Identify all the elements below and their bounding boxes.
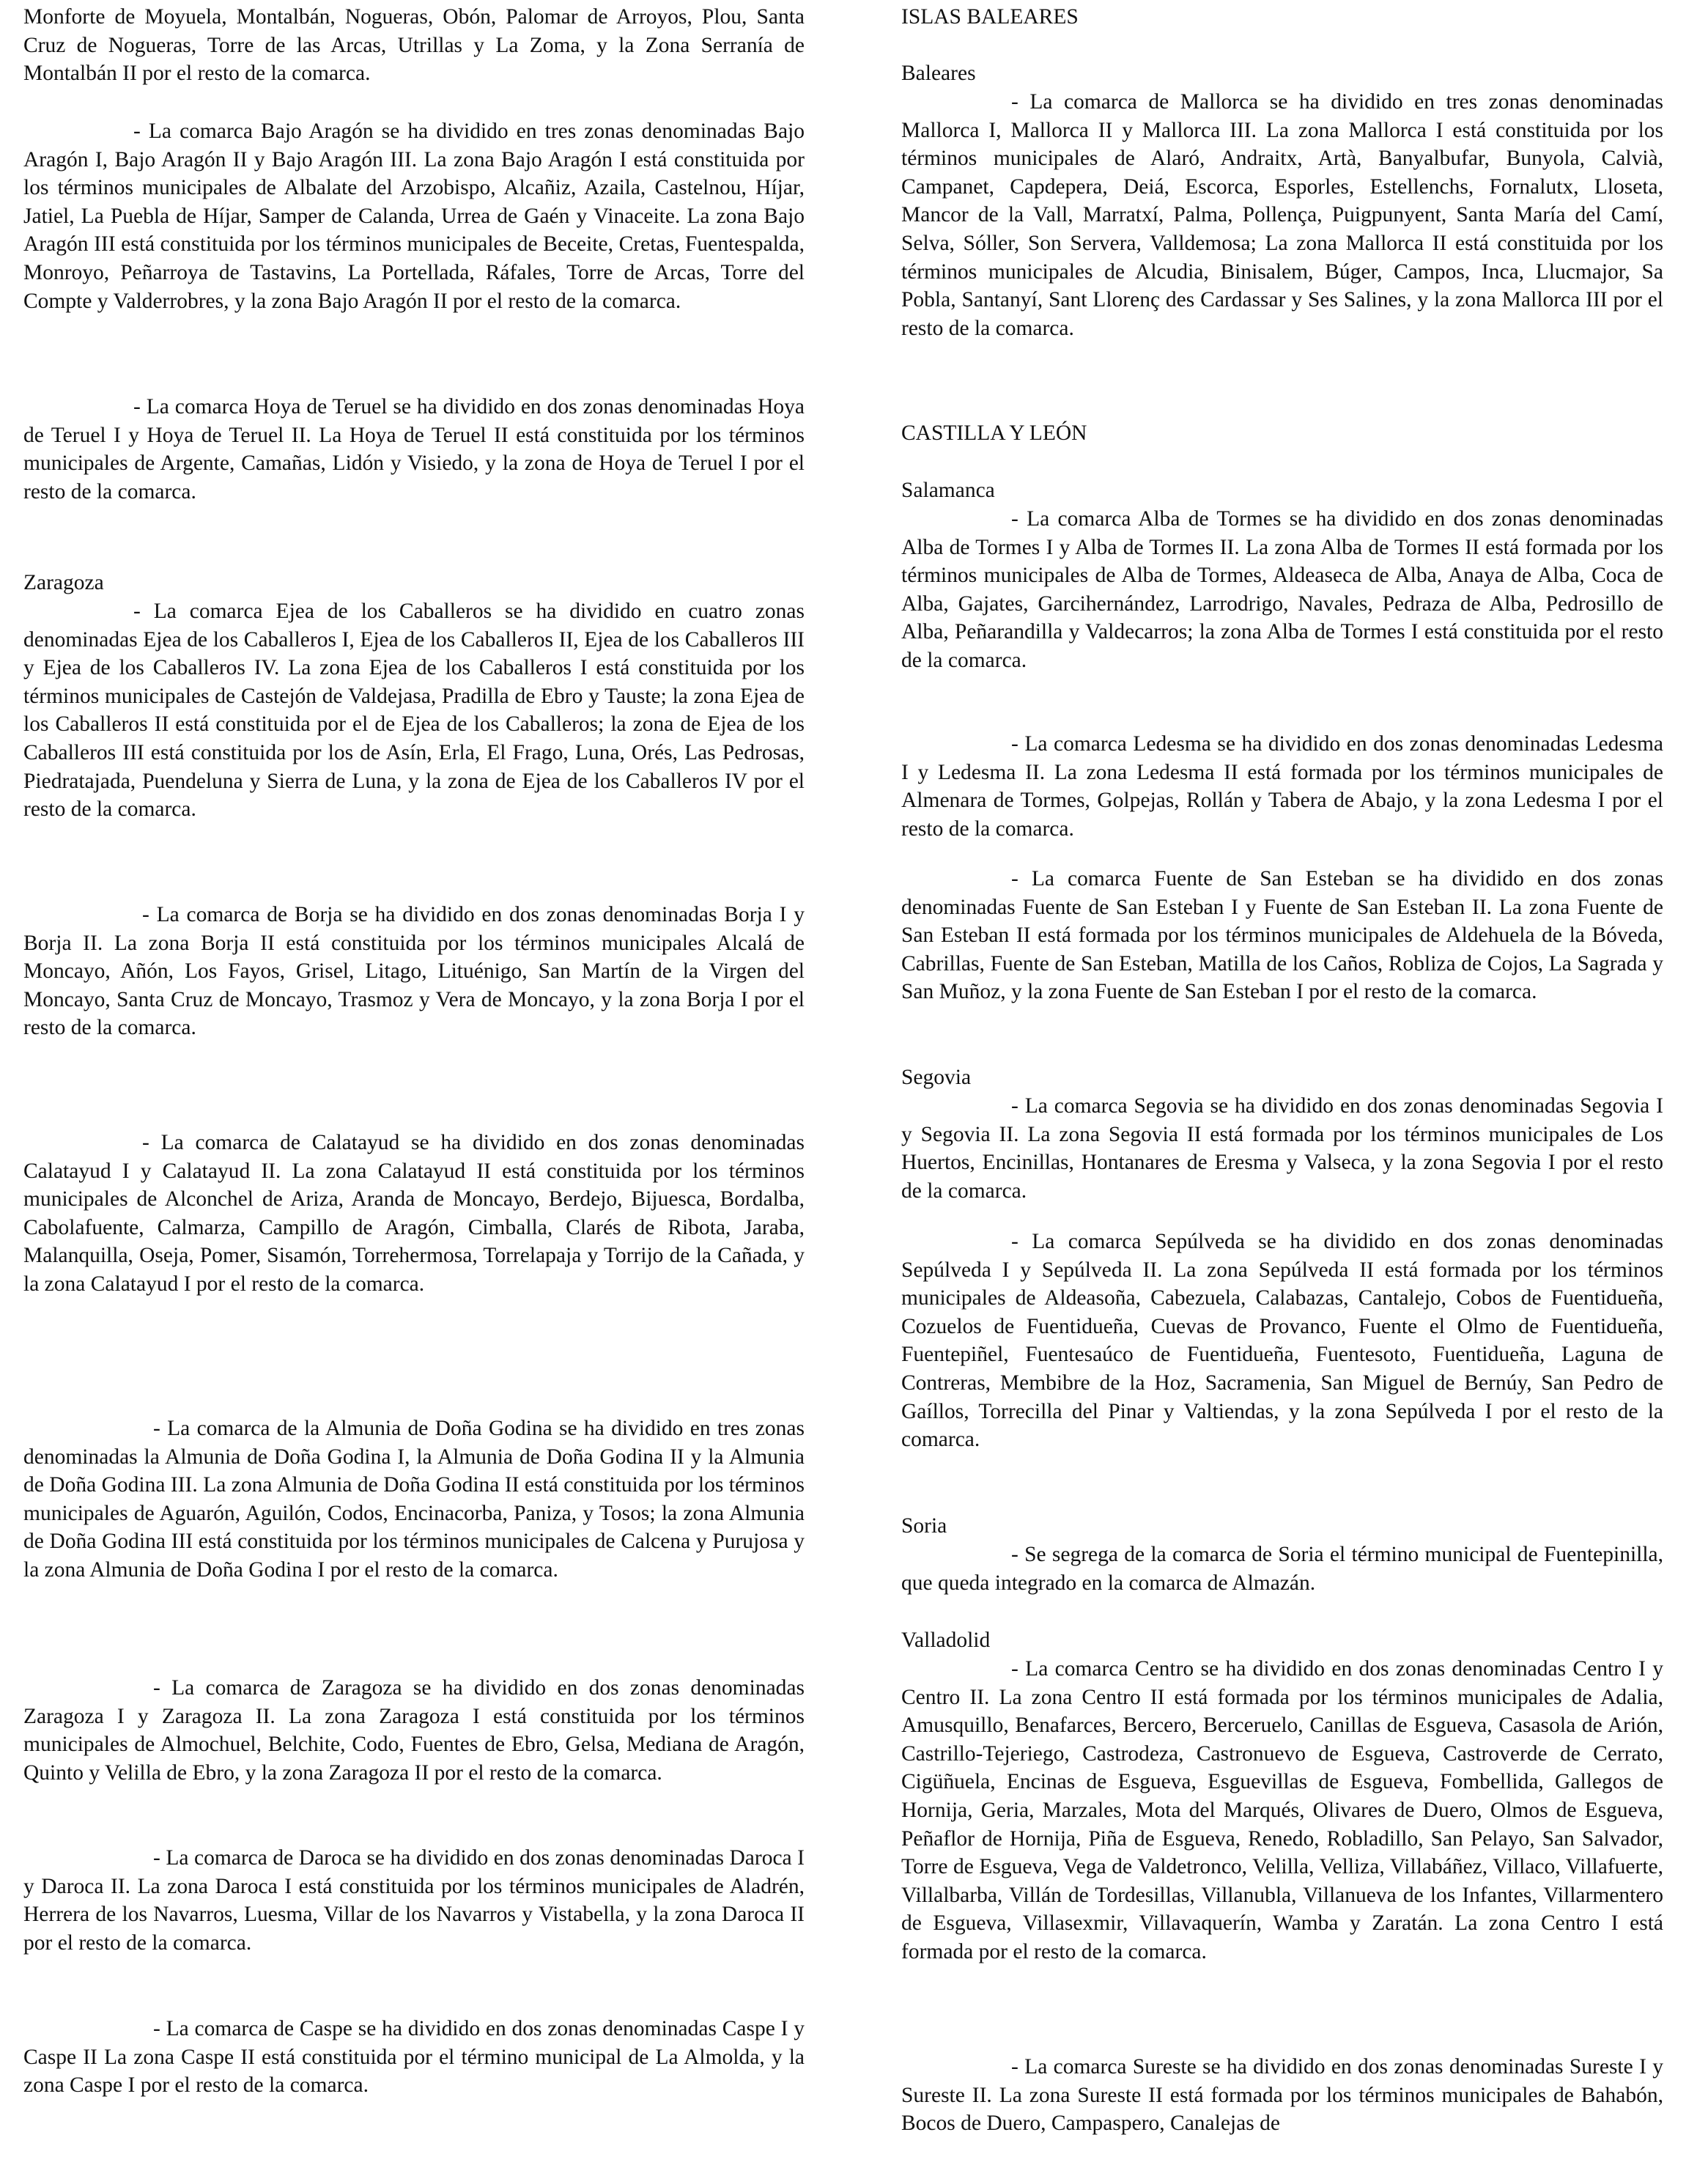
paragraph-sepulveda: - La comarca Sepúlveda se ha dividido en dos zonas denominadas Sepúlveda I y Sepúlveda II. La zona Sepúlveda II está formada por los términos municipales de Aldeasoña, Cabezuela, Calabazas, Cantalejo, Cobos de Fuentidueña, Cozuelos de Fuentidueña, Cuevas de Provanco, Fuente el Olmo de Fuentidueña, Fuentepiñel, Fuentesaúco de Fuentidueña, Fuentesoto, Fuentidueña, Laguna de Contreras, Membibre de la Hoz, Sacramenia, San Miguel de Bernúy, San Pedro de Gaíllos, Torrecilla del Pinar y Valtiendas, y la zona Sepúlveda I por el resto de la comarca. xyxy=(901,1230,1663,1452)
paragraph-ledesma: - La comarca Ledesma se ha dividido en dos zonas denominadas Ledesma I y Ledesma II. La zona Ledesma II está formada por los términos municipales de Almenara de Tormes, Golpejas, Rollán y Tabera de Abajo, y la zona Ledesma I por el resto de la comarca. xyxy=(901,732,1663,841)
paragraph-calatayud: - La comarca de Calatayud se ha dividido en dos zonas denominadas Calatayud I y Calatayud II. La zona Calatayud II está constituida por los términos municipales de Alconchel de Ariza, Aranda de Moncayo, Berdejo, Bijuesca, Bordalba, Cabolafuente, Calmarza, Campillo de Aragón, Cimballa, Clarés de Ribota, Jaraba, Malanquilla, Oseja, Pomer, Sisamón, Torrehermosa, Torrelapaja y Torrijo de la Cañada, y la zona Calatayud I por el resto de la comarca. xyxy=(23,1131,805,1296)
heading-segovia: Segovia xyxy=(901,1066,972,1089)
paragraph-montalban-continuation: Monforte de Moyuela, Montalbán, Nogueras, Obón, Palomar de Arroyos, Plou, Santa Cruz de Nogueras, Torre de las Arcas, Utrillas y La Zoma, y la Zona Serranía de Montalbán II por el resto de la comarca. xyxy=(23,5,805,86)
paragraph-hoya-de-teruel: - La comarca Hoya de Teruel se ha dividido en dos zonas denominadas Hoya de Teruel I y Hoya de Teruel II. La Hoya de Teruel II está constituida por los términos municipales de Argente, Camañas, Lidón y Visiedo, y la zona de Hoya de Teruel I por el resto de la comarca. xyxy=(23,395,805,504)
heading-islas-baleares: ISLAS BALEARES xyxy=(901,5,1079,29)
heading-zaragoza: Zaragoza xyxy=(23,571,104,594)
heading-castilla-y-leon: CASTILLA Y LEÓN xyxy=(901,421,1087,445)
paragraph-centro: - La comarca Centro se ha dividido en dos zonas denominadas Centro I y Centro II. La zona Centro II está formada por los términos municipales de Adalia, Amusquillo, Benafarces, Bercero, Berceruelo, Canillas de Esgueva, Casasola de Arión, Castrillo-Tejeriego, Castrodeza, Castronuevo de Esgueva, Castroverde de Cerrato, Cigüñuela, Encinas de Esgueva, Esguevillas de Esgueva, Fombellida, Gallegos de Hornija, Geria, Marzales, Mota del Marqués, Olivares de Duero, Olmos de Esgueva, Peñaflor de Hornija, Piña de Esgueva, Renedo, Robladillo, San Pelayo, San Salvador, Torre de Esgueva, Vega de Valdetronco, Velilla, Velliza, Villabáñez, Villaco, Villafuerte, Villalbarba, Villán de Tordesillas, Villanubla, Villanueva de los Infantes, Villarmentero de Esgueva, Villasexmir, Villavaquerín, Wamba y Zaratán. La zona Centro I está formada por el resto de la comarca. xyxy=(901,1657,1663,1963)
paragraph-bajo-aragon: - La comarca Bajo Aragón se ha dividido en tres zonas denominadas Bajo Aragón I, Bajo Aragón II y Bajo Aragón III. La zona Bajo Aragón I está constituida por los términos municipales de Albalate del Arzobispo, Alcañiz, Azaila, Castelnou, Híjar, Jatiel, La Puebla de Híjar, Samper de Calanda, Urrea de Gaén y Vinaceite. La zona Bajo Aragón III está constituida por los términos municipales de Beceite, Cretas, Fuentespalda, Monroyo, Peñarroya de Tastavins, La Portellada, Ráfales, Torre de Arcas, Torre del Compte y Valderrobres, y la zona Bajo Aragón II por el resto de la comarca. xyxy=(23,119,805,313)
heading-salamanca: Salamanca xyxy=(901,479,995,502)
paragraph-soria: - Se segrega de la comarca de Soria el término municipal de Fuentepinilla, que queda integrado en la comarca de Almazán. xyxy=(901,1543,1663,1595)
heading-valladolid: Valladolid xyxy=(901,1629,991,1652)
paragraph-mallorca: - La comarca de Mallorca se ha dividido en tres zonas denominadas Mallorca I, Mallorca II y Mallorca III. La zona Mallorca I está constituida por los términos municipales de Alaró, Andraitx, Artà, Banyalbufar, Bunyola, Calvià, Campanet, Capdepera, Deiá, Escorca, Esporles, Estellenchs, Fornalutx, Lloseta, Mancor de la Vall, Marratxí, Palma, Pollença, Puigpunyent, Santa María del Camí, Selva, Sóller, Son Servera, Valldemosa; La zona Mallorca II está constituida por los términos municipales de Alcudia, Binisalem, Búger, Campos, Inca, Llucmajor, Sa Pobla, Santanyí, Sant Llorenç des Cardassar y Ses Salines, y la zona Mallorca III por el resto de la comarca. xyxy=(901,90,1663,340)
paragraph-caspe: - La comarca de Caspe se ha dividido en dos zonas denominadas Caspe I y Caspe II La zona Caspe II está constituida por el término municipal de La Almolda, y la zona Caspe I por el resto de la comarca. xyxy=(23,2017,805,2098)
paragraph-borja: - La comarca de Borja se ha dividido en dos zonas denominadas Borja I y Borja II. La zona Borja II está constituida por los términos municipales Alcalá de Moncayo, Añón, Los Fayos, Grisel, Litago, Lituénigo, San Martín de la Virgen del Moncayo, Santa Cruz de Moncayo, Trasmoz y Vera de Moncayo, y la zona Borja I por el resto de la comarca. xyxy=(23,903,805,1040)
paragraph-ejea-de-los-caballeros: - La comarca Ejea de los Caballeros se ha dividido en cuatro zonas denominadas Ejea de los Caballeros I, Ejea de los Caballeros II, Ejea de los Caballeros III y Ejea de los Caballeros IV. La zona Ejea de los Caballeros I está constituida por los términos municipales de Castejón de Valdejasa, Pradilla de Ebro y Tauste; la zona Ejea de los Caballeros II está constituida por el de Ejea de los Caballeros; la zona de Ejea de los Caballeros III está constituida por los de Asín, Erla, El Frago, Luna, Orés, Las Pedrosas, Piedratajada, Puendeluna y Sierra de Luna, y la zona de Ejea de los Caballeros IV por el resto de la comarca. xyxy=(23,600,805,822)
paragraph-almunia-de-dona-godina: - La comarca de la Almunia de Doña Godina se ha dividido en tres zonas denominadas la Almunia de Doña Godina I, la Almunia de Doña Godina II y la Almunia de Doña Godina III. La zona Almunia de Doña Godina II está constituida por los términos municipales de Aguarón, Aguilón, Codos, Encinacorba, Paniza, y Tosos; la zona Almunia de Doña Godina III está constituida por los términos municipales de Calcena y Purujosa y la zona Almunia de Doña Godina I por el resto de la comarca. xyxy=(23,1417,805,1582)
paragraph-zaragoza-comarca: - La comarca de Zaragoza se ha dividido en dos zonas denominadas Zaragoza I y Zaragoza II. La zona Zaragoza I está constituida por los términos municipales de Almochuel, Belchite, Codo, Fuentes de Ebro, Gelsa, Mediana de Aragón, Quinto y Velilla de Ebro, y la zona Zaragoza II por el resto de la comarca. xyxy=(23,1676,805,1785)
paragraph-daroca: - La comarca de Daroca se ha dividido en dos zonas denominadas Daroca I y Daroca II. La zona Daroca I está constituida por los términos municipales de Aladrén, Herrera de los Navarros, Luesma, Villar de los Navarros y Vistabella, y la zona Daroca II por el resto de la comarca. xyxy=(23,1846,805,1955)
heading-baleares: Baleares xyxy=(901,62,976,85)
heading-soria: Soria xyxy=(901,1514,947,1538)
paragraph-alba-de-tormes: - La comarca Alba de Tormes se ha dividido en dos zonas denominadas Alba de Tormes I y Alba de Tormes II. La zona Alba de Tormes II está formada por los términos municipales de Alba de Tormes, Aldeaseca de Alba, Anaya de Alba, Coca de Alba, Gajates, Garcihernández, Larrodrigo, Navales, Pedraza de Alba, Pedrosillo de Alba, Peñarandilla y Valdecarros; la zona Alba de Tormes I está constituida por el resto de la comarca. xyxy=(901,507,1663,672)
paragraph-segovia: - La comarca Segovia se ha dividido en dos zonas denominadas Segovia I y Segovia II. La zona Segovia II está formada por los términos municipales de Los Huertos, Encinillas, Hontanares de Eresma y Valseca, y la zona Segovia I por el resto de la comarca. xyxy=(901,1094,1663,1203)
paragraph-sureste: - La comarca Sureste se ha dividido en dos zonas denominadas Sureste I y Sureste II. La zona Sureste II está formada por los términos municipales de Bahabón, Bocos de Duero, Campaspero, Canalejas de xyxy=(901,2055,1663,2136)
paragraph-fuente-de-san-esteban: - La comarca Fuente de San Esteban se ha dividido en dos zonas denominadas Fuente de San Esteban I y Fuente de San Esteban II. La zona Fuente de San Esteban II está formada por los términos municipales de Aldehuela de la Bóveda, Cabrillas, Fuente de San Esteban, Matilla de los Caños, Robliza de Cojos, La Sagrada y San Muñoz, y la zona Fuente de San Esteban I por el resto de la comarca. xyxy=(901,867,1663,1004)
